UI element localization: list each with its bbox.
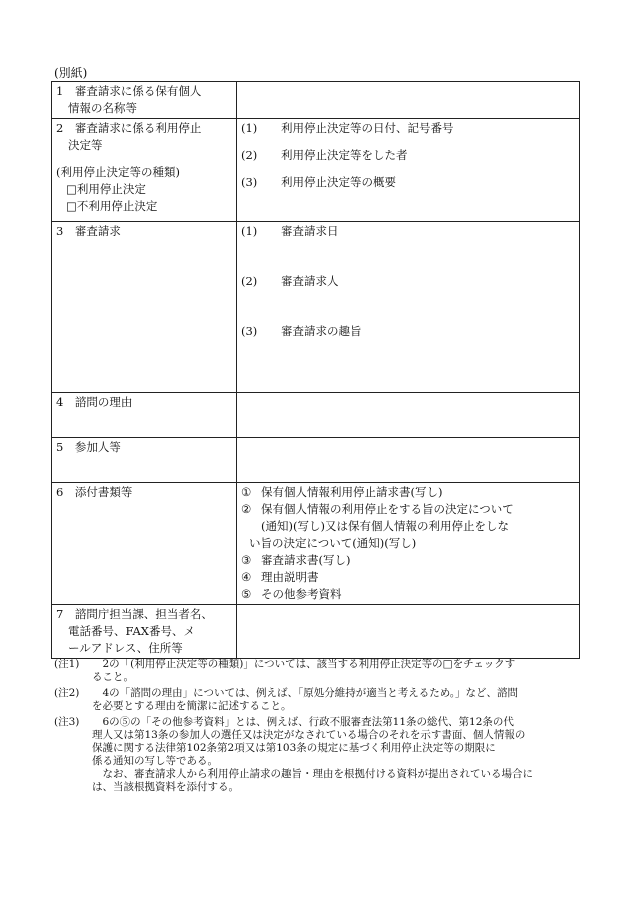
table-row [52, 483, 580, 605]
row7-label-line3: ールアドレス、住所等 [68, 641, 183, 655]
list-item: (2) 利用停止決定等をした者 [241, 148, 408, 162]
checkbox-use-suspension[interactable]: □利用停止決定 [66, 182, 146, 196]
attachment-heading: (別紙) [54, 66, 88, 80]
note-1: (注1) 2の「(利用停止決定等の種類)」については、該当する利用停止決定等の□をチェックす ること。 [54, 658, 516, 683]
list-item: ② 保有個人情報の利用停止をする旨の決定について [241, 502, 514, 516]
row4-content-cell[interactable] [237, 393, 580, 438]
row5-label: 5 参加人等 [56, 440, 121, 454]
notes-section [54, 658, 584, 794]
row2-label-line1: 2 審査請求に係る利用停止 [56, 121, 202, 135]
table-row [52, 605, 580, 659]
list-item: ⑤ その他参考資料 [241, 587, 342, 601]
table-row [52, 438, 580, 483]
list-item: (1) 利用停止決定等の日付、記号番号 [241, 121, 454, 135]
note-label: (注1) [54, 658, 80, 670]
table-row [52, 222, 580, 393]
row2-content-cell [237, 119, 580, 222]
list-item-continuation: (通知)(写し)又は保有個人情報の利用停止をしな [261, 519, 509, 533]
table-row [52, 119, 580, 222]
list-item: ① 保有個人情報利用停止請求書(写し) [241, 485, 443, 499]
row7-label-cell [52, 605, 237, 659]
consultation-form-table [51, 81, 580, 659]
checkbox-no-use-suspension[interactable]: □不利用停止決定 [66, 199, 158, 213]
note-label: (注3) [54, 716, 80, 728]
note-2: (注2) 4の「諮問の理由」については、例えば、「原処分維持が適当と考えるため。」など、諮問 を必要とする理由を簡潔に記述すること。 [54, 687, 519, 712]
row5-label-cell [52, 438, 237, 483]
note-3: (注3) 6の⑤の「その他参考資料」とは、例えば、行政不服審査法第11条の総代、第12条の代 理人又は第13条の参加人の選任又は決定がなされている場合のそれを示す書面、個人情報の 保護に関する法律第102条第2項又は第103条の規定に基づく利用停止決定等の期限に 係る通知の写し等である。 なお、審査請求人から利用停止請求の趣旨・理由を根拠付ける資料が提出されている場合に は、当該根拠資料を添付する。 [54, 716, 533, 793]
row4-label: 4 諮問の理由 [56, 395, 133, 409]
row3-label-cell [52, 222, 237, 393]
row1-label-line1: 1 審査請求に係る保有個人 [56, 84, 202, 98]
row7-label-line2: 電話番号、FAX番号、メ [68, 624, 195, 638]
list-item: ③ 審査請求書(写し) [241, 553, 351, 567]
list-item: (3) 利用停止決定等の概要 [241, 175, 396, 189]
row7-content-cell[interactable] [237, 605, 580, 659]
note-label: (注2) [54, 687, 80, 699]
row7-label-line1: 7 諮問庁担当課、担当者名、 [56, 607, 213, 621]
row2-label-line2: 決定等 [68, 138, 103, 152]
row3-label: 3 審査請求 [56, 224, 121, 238]
list-item: (1) 審査請求日 [241, 224, 339, 238]
row1-content-cell[interactable] [237, 82, 580, 119]
list-item: (2) 審査請求人 [241, 274, 339, 288]
row6-content-cell [237, 483, 580, 605]
row5-content-cell[interactable] [237, 438, 580, 483]
row6-label-cell [52, 483, 237, 605]
row3-content-cell [237, 222, 580, 393]
row1-label-cell [52, 82, 237, 119]
row4-label-cell [52, 393, 237, 438]
list-item: ④ 理由説明書 [241, 570, 319, 584]
row2-label-cell [52, 119, 237, 222]
table-row [52, 82, 580, 119]
row1-label-line2: 情報の名称等 [68, 101, 137, 115]
list-item: (3) 審査請求の趣旨 [241, 324, 362, 338]
list-item-continuation: い旨の決定について(通知)(写し) [249, 536, 417, 550]
table-row [52, 393, 580, 438]
row2-type-title: (利用停止決定等の種類) [56, 165, 180, 179]
row6-label: 6 添付書類等 [56, 485, 133, 499]
